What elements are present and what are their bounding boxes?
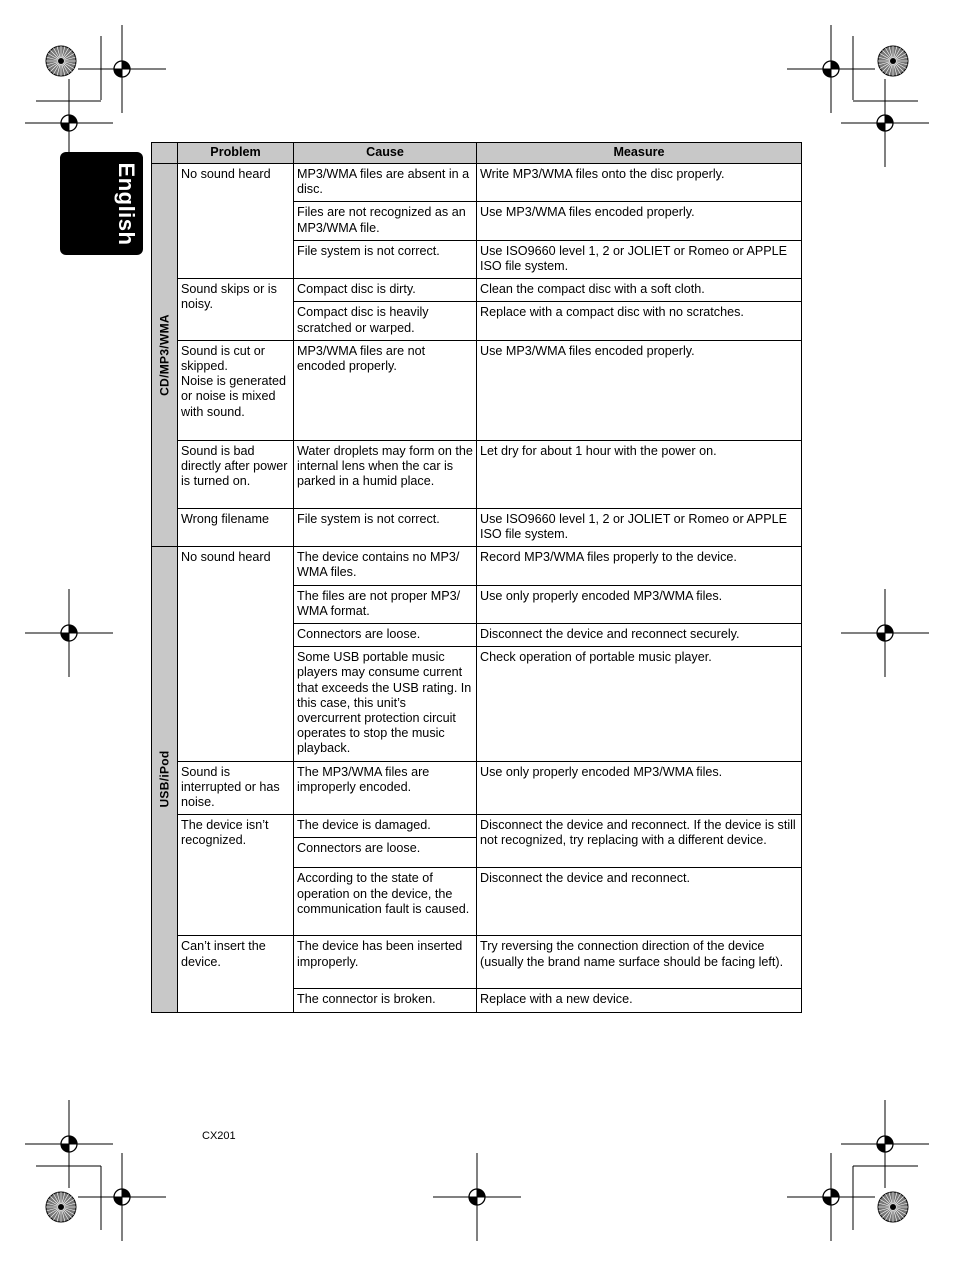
measure-cell: Replace with a compact disc with no scratches. — [477, 302, 802, 340]
measure-cell: Use MP3/WMA files encoded properly. — [477, 340, 802, 440]
measure-cell: Use ISO9660 level 1, 2 or JOLIET or Romeo or APPLE ISO file system. — [477, 508, 802, 546]
cause-cell: Files are not recognized as an MP3/WMA file. — [294, 202, 477, 240]
measure-cell: Disconnect the device and reconnect securely. — [477, 624, 802, 647]
crosshair-quadrant — [61, 633, 69, 641]
cause-cell: Some USB portable music players may consume current that exceeds the USB rating. In this case, this unit’s overcurrent protection circuit operates to stop the music playback. — [294, 647, 477, 761]
table-row — [152, 440, 802, 508]
starburst-center — [58, 1204, 64, 1210]
measure-cell: Record MP3/WMA files properly to the device. — [477, 547, 802, 585]
measure-cell: Disconnect the device and reconnect. If the device is still not recognized, try replacing with a different device. — [477, 815, 802, 868]
problem-cell: Sound skips or is noisy. — [178, 279, 294, 341]
crosshair-quadrant — [61, 123, 69, 131]
crosshair-quadrant — [69, 115, 77, 123]
problem-cell: Sound is bad directly after power is turned on. — [178, 440, 294, 508]
crosshair-quadrant — [831, 61, 839, 69]
starburst-center — [890, 1204, 896, 1210]
table-row — [152, 547, 802, 585]
problem-cell: No sound heard — [178, 164, 294, 279]
measure-cell: Check operation of portable music player. — [477, 647, 802, 761]
measure-cell: Use ISO9660 level 1, 2 or JOLIET or Romeo or APPLE ISO file system. — [477, 240, 802, 278]
table-row — [152, 936, 802, 989]
starburst-center — [890, 58, 896, 64]
cause-cell: The MP3/WMA files are improperly encoded. — [294, 761, 477, 815]
problem-cell — [178, 340, 294, 440]
measure-cell: Try reversing the connection direction of the device (usually the brand name surface should be facing left). — [477, 936, 802, 989]
measure-cell: Use only properly encoded MP3/WMA files. — [477, 761, 802, 815]
troubleshooting-table — [151, 142, 802, 1013]
table-row — [152, 340, 802, 440]
cause-cell: The device is damaged. — [294, 815, 477, 838]
header-cause: Cause — [294, 143, 477, 164]
cause-cell: File system is not correct. — [294, 240, 477, 278]
cause-cell: The files are not proper MP3/ WMA format. — [294, 585, 477, 623]
crosshair-quadrant — [61, 1144, 69, 1152]
crosshair-quadrant — [114, 69, 122, 77]
problem-cell: Wrong filename — [178, 508, 294, 546]
cause-cell: Compact disc is heavily scratched or warped. — [294, 302, 477, 340]
category-usb-ipod — [152, 547, 178, 1012]
cause-cell: According to the state of operation on the device, the communication fault is caused. — [294, 868, 477, 936]
crosshair-quadrant — [877, 1144, 885, 1152]
header-blank — [152, 143, 178, 164]
measure-cell: Clean the compact disc with a soft cloth. — [477, 279, 802, 302]
measure-cell: Let dry for about 1 hour with the power on. — [477, 440, 802, 508]
crosshair-quadrant — [823, 1197, 831, 1205]
cause-cell: MP3/WMA files are absent in a disc. — [294, 164, 477, 202]
cause-cell: File system is not correct. — [294, 508, 477, 546]
problem-cell: Sound is interrupted or has noise. — [178, 761, 294, 815]
category-label: USB/iPod — [156, 750, 171, 808]
model-number: CX201 — [202, 1130, 236, 1142]
table-row — [152, 761, 802, 815]
table-row — [152, 279, 802, 302]
crosshair-quadrant — [69, 1136, 77, 1144]
cause-cell: Compact disc is dirty. — [294, 279, 477, 302]
problem-cell: The device isn’t recognized. — [178, 815, 294, 936]
table-row — [152, 508, 802, 546]
cause-cell: MP3/WMA files are not encoded properly. — [294, 340, 477, 440]
measure-cell: Disconnect the device and reconnect. — [477, 868, 802, 936]
crosshair-quadrant — [122, 1189, 130, 1197]
header-measure: Measure — [477, 143, 802, 164]
category-cd-mp3-wma — [152, 164, 178, 547]
crosshair-quadrant — [69, 625, 77, 633]
table-row — [152, 164, 802, 202]
cause-cell: Connectors are loose. — [294, 838, 477, 868]
problem-cell: No sound heard — [178, 547, 294, 761]
crosshair-quadrant — [885, 1136, 893, 1144]
cause-cell: The device has been inserted improperly. — [294, 936, 477, 989]
cause-cell: Water droplets may form on the internal lens when the car is parked in a humid place. — [294, 440, 477, 508]
measure-cell: Replace with a new device. — [477, 989, 802, 1012]
crosshair-quadrant — [831, 1189, 839, 1197]
cause-cell: Connectors are loose. — [294, 624, 477, 647]
measure-cell: Use MP3/WMA files encoded properly. — [477, 202, 802, 240]
crosshair-quadrant — [885, 625, 893, 633]
crosshair-quadrant — [114, 1197, 122, 1205]
crosshair-quadrant — [477, 1189, 485, 1197]
crosshair-quadrant — [122, 61, 130, 69]
crosshair-quadrant — [885, 115, 893, 123]
problem-text: Noise is generated or noise is mixed with sound. — [181, 374, 287, 419]
language-tab-label: English — [114, 162, 139, 246]
cause-cell: The device contains no MP3/ WMA files. — [294, 547, 477, 585]
crosshair-quadrant — [877, 633, 885, 641]
table-row — [152, 815, 802, 838]
crosshair-quadrant — [877, 123, 885, 131]
category-label: CD/MP3/WMA — [156, 314, 171, 396]
table-header-row — [152, 143, 802, 164]
crosshair-quadrant — [469, 1197, 477, 1205]
problem-cell: Can’t insert the device. — [178, 936, 294, 1012]
cause-cell: The connector is broken. — [294, 989, 477, 1012]
problem-text: Sound is cut or skipped. — [181, 343, 266, 374]
header-problem: Problem — [178, 143, 294, 164]
starburst-center — [58, 58, 64, 64]
measure-cell: Write MP3/WMA files onto the disc properly. — [477, 164, 802, 202]
measure-cell: Use only properly encoded MP3/WMA files. — [477, 585, 802, 623]
crosshair-quadrant — [823, 69, 831, 77]
